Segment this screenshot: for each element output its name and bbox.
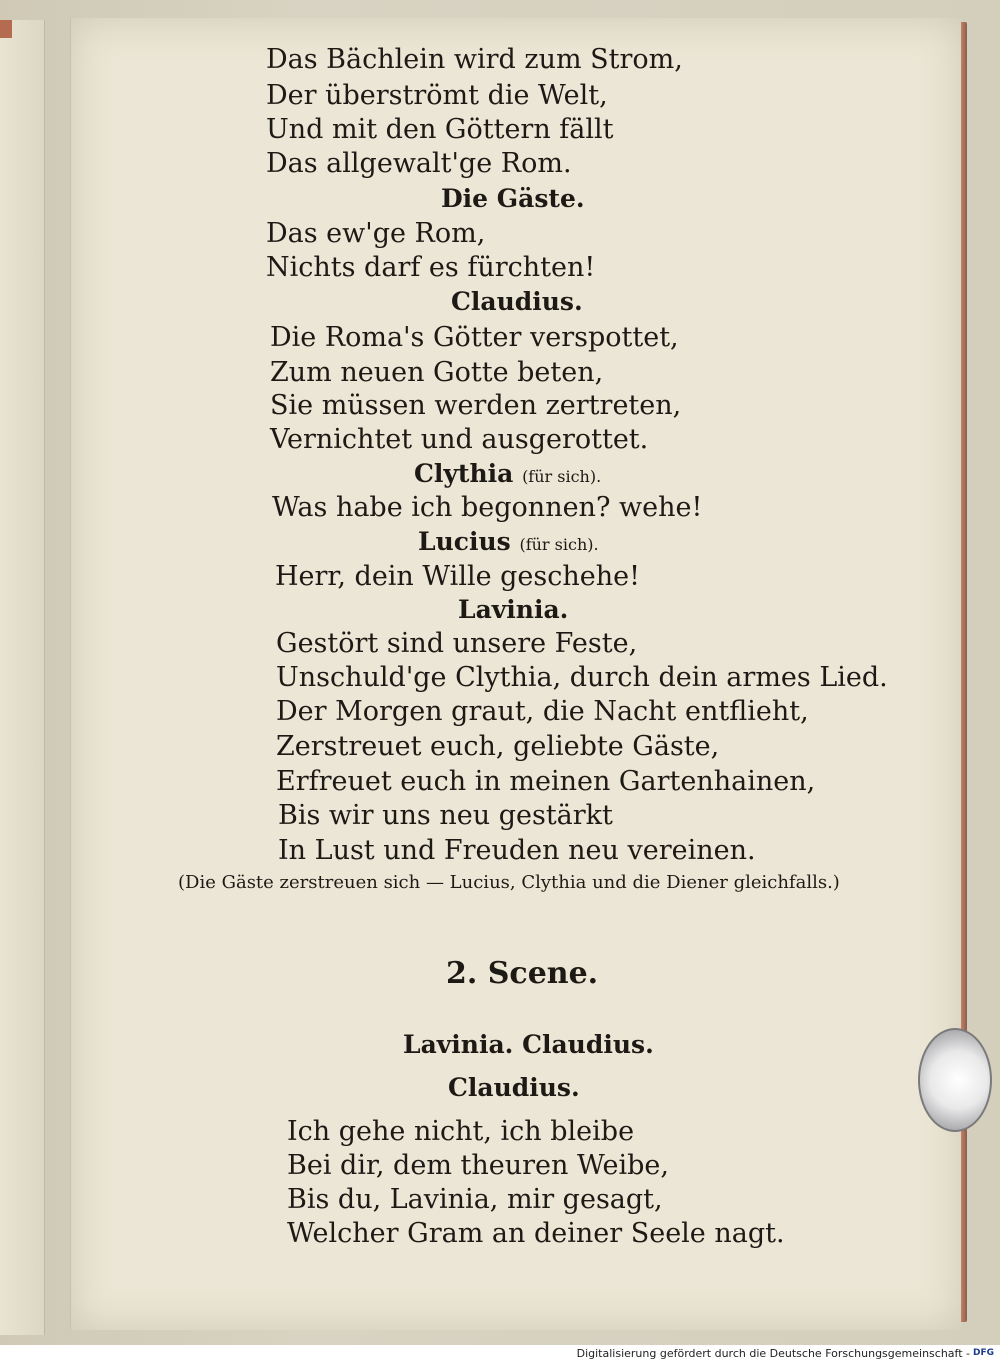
verse-line: Das ew'ge Rom, (266, 218, 486, 249)
verse-line: Erfreuet euch in meinen Gartenhainen, (276, 766, 816, 797)
dfg-logo: DFG (972, 1348, 994, 1358)
verse-line: Das Bächlein wird zum Strom, (266, 44, 683, 75)
verse-line: Sie müssen werden zertreten, (270, 390, 682, 421)
verse-line: Bis wir uns neu gestärkt (278, 800, 613, 831)
verse-line: Bis du, Lavinia, mir gesagt, (287, 1184, 663, 1215)
verse-line: Herr, dein Wille geschehe! (275, 561, 640, 592)
speaker-heading: Claudius. (448, 1073, 580, 1102)
speaker-heading: Die Gäste. (441, 184, 585, 213)
verse-line: Unschuld'ge Clythia, durch dein armes Lied. (276, 662, 888, 693)
speaker-heading (418, 527, 599, 556)
verse-line: Bei dir, dem theuren Weibe, (287, 1150, 669, 1181)
verse-line: Zerstreuet euch, geliebte Gäste, (276, 731, 720, 762)
aside-note: (für sich). (519, 535, 599, 554)
left-cover-corner (0, 20, 12, 38)
verse-line: Zum neuen Gotte beten, (270, 357, 604, 388)
speaker-heading: Claudius. (451, 287, 583, 316)
digitization-credit: Digitalisierung gefördert durch die Deutsche Forschungsgemeinschaft - (576, 1347, 970, 1360)
speaker-heading (414, 459, 601, 488)
verse-line: Das allgewalt'ge Rom. (266, 148, 572, 179)
verse-line: Der Morgen graut, die Nacht entflieht, (276, 696, 809, 727)
verse-line: Vernichtet und ausgerottet. (270, 424, 649, 455)
verse-line: Ich gehe nicht, ich bleibe (287, 1116, 635, 1147)
verse-line: Was habe ich begonnen? wehe! (272, 492, 703, 523)
speaker-heading: Lavinia. (458, 595, 569, 624)
speaker-name: Lucius (418, 527, 511, 556)
left-page-edge (0, 20, 45, 1335)
speaker-name: Clythia (414, 459, 514, 488)
verse-line: Die Roma's Götter verspottet, (270, 322, 679, 353)
scene-heading: 2. Scene. (446, 956, 599, 991)
verse-line: Und mit den Göttern fällt (266, 114, 614, 145)
page-clip (918, 1028, 992, 1132)
verse-line: Der überströmt die Welt, (266, 80, 608, 111)
aside-note: (für sich). (522, 467, 602, 486)
verse-line: Welcher Gram an deiner Seele nagt. (287, 1218, 785, 1249)
verse-line: Gestört sind unsere Feste, (276, 628, 638, 659)
speaker-heading: Lavinia. Claudius. (403, 1030, 654, 1059)
stage-direction: (Die Gäste zerstreuen sich — Lucius, Clythia und die Diener gleichfalls.) (178, 872, 840, 893)
verse-line: In Lust und Freuden neu vereinen. (278, 835, 756, 866)
verse-line: Nichts darf es fürchten! (266, 252, 596, 283)
